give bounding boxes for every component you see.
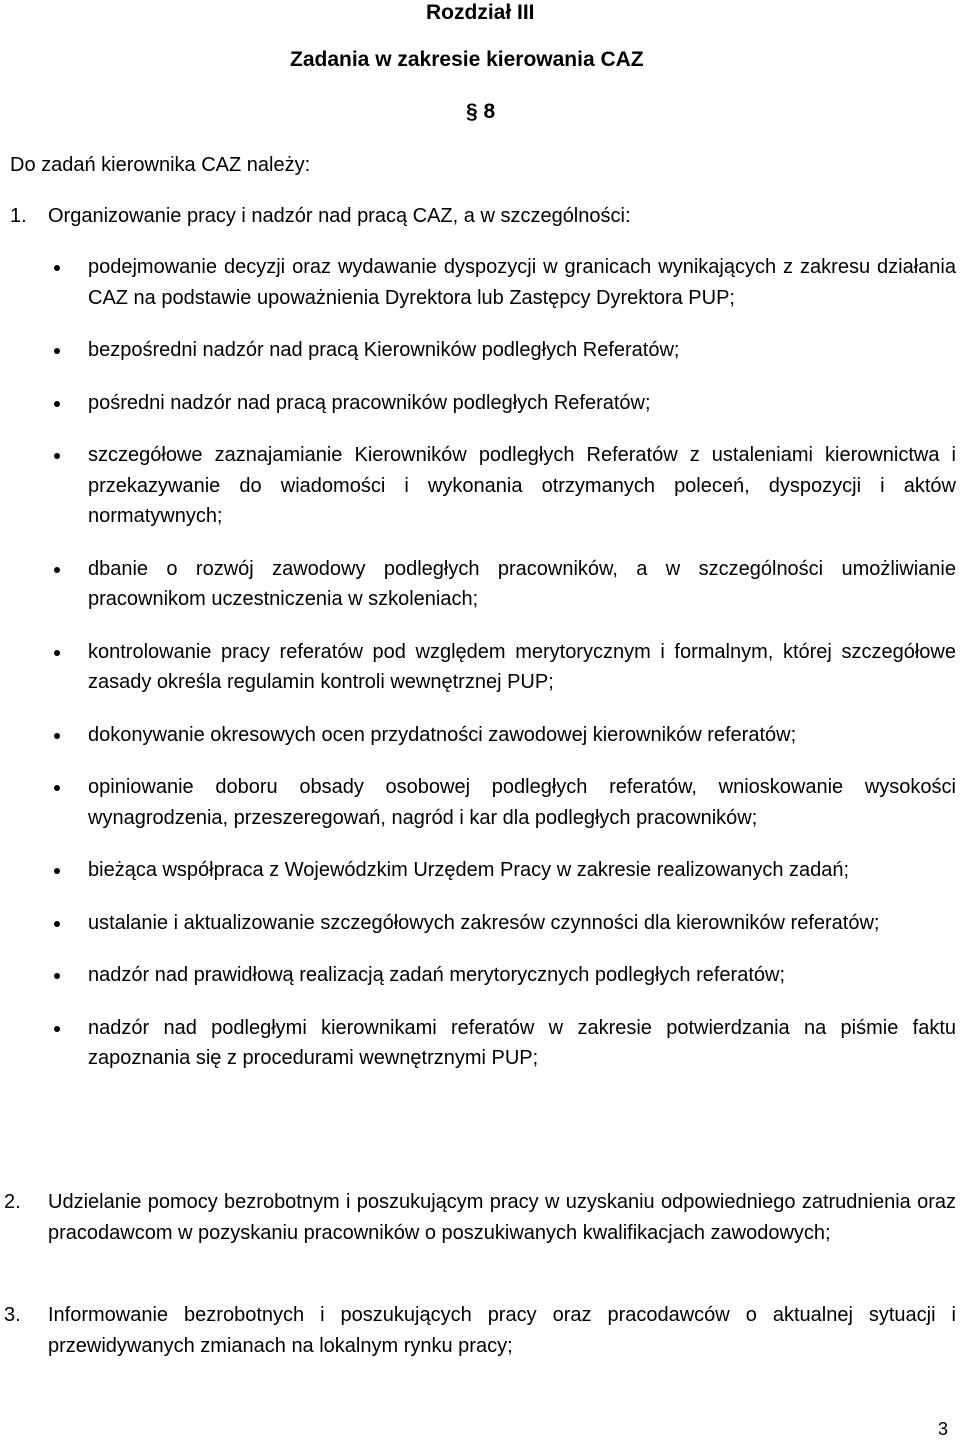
list-item-number: 3.	[4, 1304, 21, 1326]
list-item-3	[4, 1300, 956, 1361]
bullet-item: podejmowanie decyzji oraz wydawanie dyspozycji w granicach wynikających z zakresu działania CAZ na podstawie upoważnienia Dyrektora lub Zastępcy Dyrektora PUP;	[48, 252, 956, 313]
list-item-1	[10, 203, 950, 229]
intro-text: Do zadań kierownika CAZ należy:	[10, 154, 311, 176]
bullet-item: kontrolowanie pracy referatów pod względem merytorycznym i formalnym, której szczegółowe zasady określa regulamin kontroli wewnętrznej PUP;	[48, 637, 956, 698]
list-item-text: Informowanie bezrobotnych i poszukujących pracy oraz pracodawców o aktualnej sytuacji i przewidywanych zmianach na lokalnym rynku pracy;	[48, 1304, 956, 1357]
bullet-item: ustalanie i aktualizowanie szczegółowych zakresów czynności dla kierowników referatów;	[48, 908, 956, 939]
chapter-title: Zadania w zakresie kierowania CAZ	[290, 48, 644, 71]
bullet-item: nadzór nad podległymi kierownikami referatów w zakresie potwierdzania na piśmie faktu zapoznania się z procedurami wewnętrznymi PUP;	[48, 1013, 956, 1074]
section-number: § 8	[466, 100, 496, 123]
chapter-number: Rozdział III	[426, 1, 535, 24]
list-item-number: 1.	[10, 205, 27, 227]
bullet-item: bieżąca współpraca z Wojewódzkim Urzędem Pracy w zakresie realizowanych zadań;	[48, 855, 956, 886]
bullet-item: nadzór nad prawidłową realizacją zadań merytorycznych podległych referatów;	[48, 960, 956, 991]
bullet-item: opiniowanie doboru obsady osobowej podległych referatów, wnioskowanie wysokości wynagrodzenia, przeszeregowań, nagród i kar dla podległych pracowników;	[48, 772, 956, 833]
page-number: 3	[937, 1419, 948, 1439]
bullet-item: bezpośredni nadzór nad pracą Kierowników podległych Referatów;	[48, 335, 956, 366]
bullet-list	[48, 252, 956, 1096]
bullet-item: dokonywanie okresowych ocen przydatności zawodowej kierowników referatów;	[48, 720, 956, 751]
list-item-number: 2.	[4, 1191, 21, 1213]
list-item-2	[4, 1187, 956, 1248]
bullet-item: szczegółowe zaznajamianie Kierowników podległych Referatów z ustaleniami kierownictwa i przekazywanie do wiadomości i wykonania otrzymanych poleceń, dyspozycji i aktów normatywnych;	[48, 440, 956, 532]
bullet-item: dbanie o rozwój zawodowy podległych pracowników, a w szczególności umożliwianie pracownikom uczestniczenia w szkoleniach;	[48, 554, 956, 615]
bullet-item: pośredni nadzór nad pracą pracowników podległych Referatów;	[48, 388, 956, 419]
list-item-text: Organizowanie pracy i nadzór nad pracą CAZ, a w szczególności:	[48, 205, 631, 227]
list-item-text: Udzielanie pomocy bezrobotnym i poszukującym pracy w uzyskaniu odpowiedniego zatrudnienia oraz pracodawcom w pozyskaniu pracowników o poszukiwanych kwalifikacjach zawodowych;	[48, 1191, 956, 1244]
